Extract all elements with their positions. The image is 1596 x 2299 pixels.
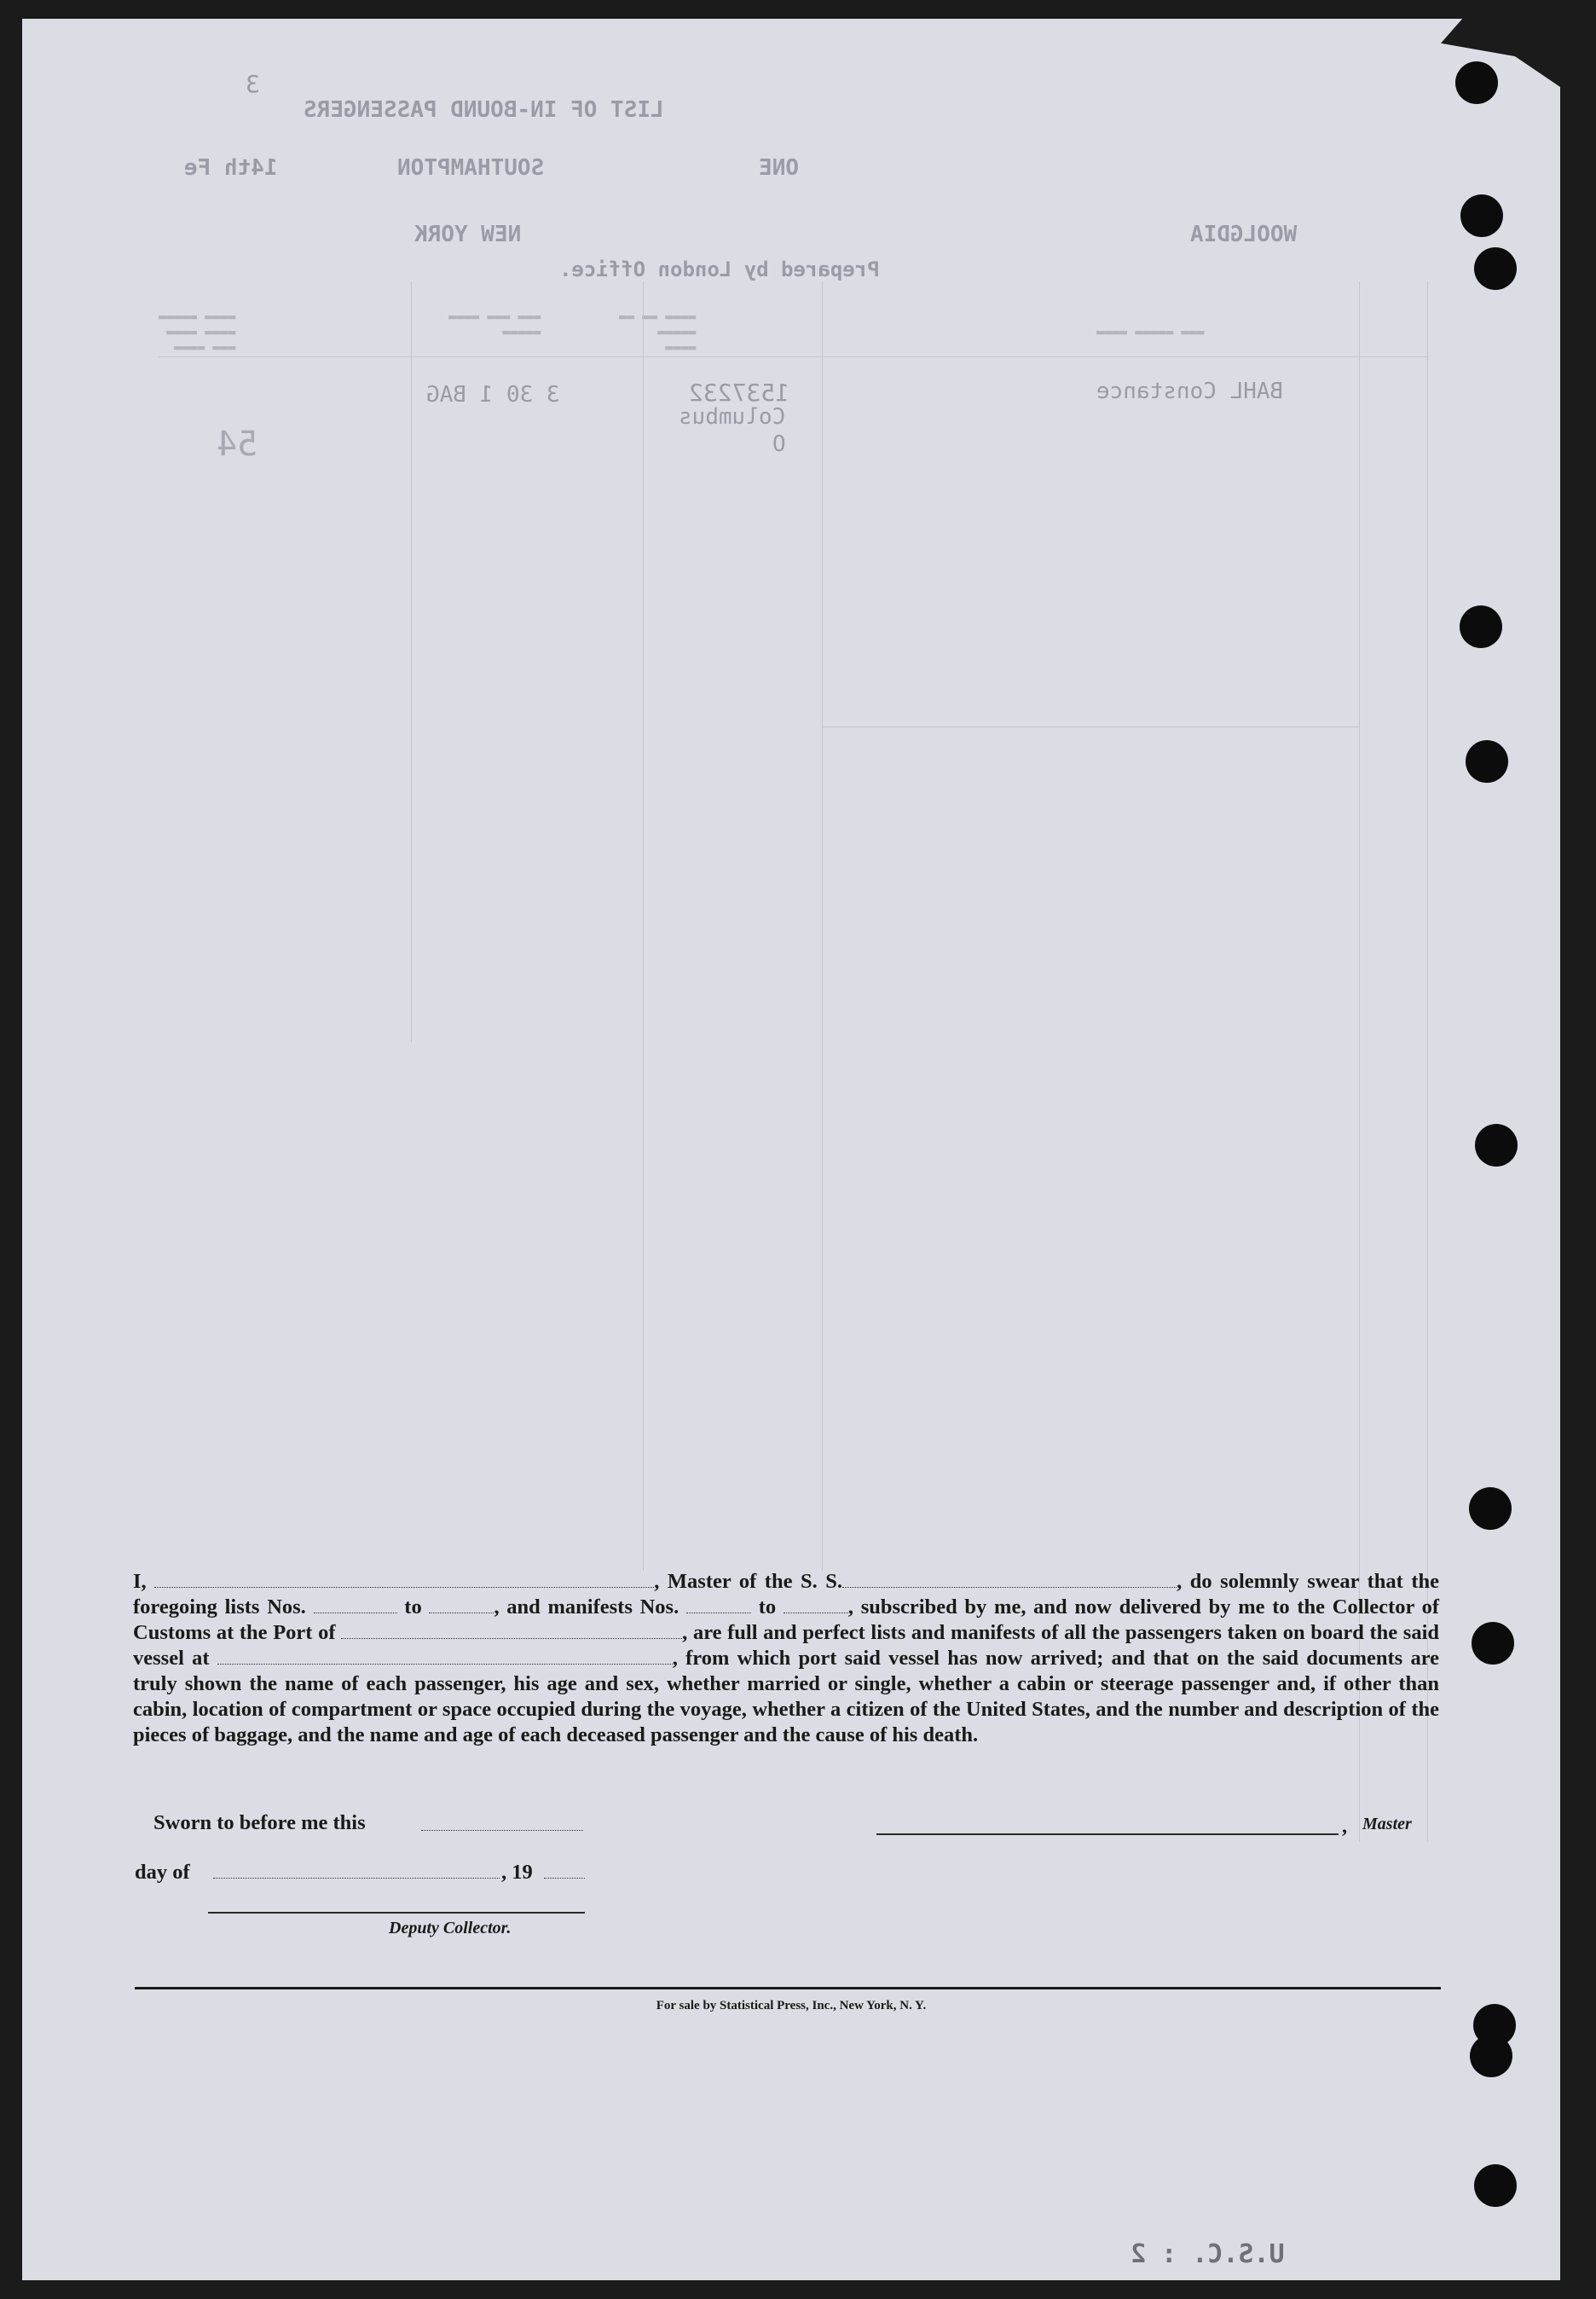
ghost-passenger-name: BAHL Constance	[1096, 379, 1284, 404]
ghost-to-port: NEW YORK	[414, 222, 522, 247]
ghost-side-number: 54	[217, 425, 258, 464]
footer-rule	[135, 1987, 1441, 1989]
ghost-prepared-by: Prepared by London Office.	[559, 258, 880, 281]
master-label: Master	[1362, 1815, 1412, 1833]
master-comma: ,	[1342, 1815, 1348, 1838]
ghost-vessel: WOOLGDIA	[1190, 222, 1298, 247]
ghost-address-2: Columbus	[679, 404, 786, 430]
ghost-class: ONE	[759, 155, 799, 181]
ghost-from-port: SOUTHAMPTON	[397, 155, 545, 181]
lists-from-field[interactable]	[314, 1595, 397, 1613]
manifests-to-field[interactable]	[784, 1595, 848, 1613]
deputy-collector-label: Deputy Collector.	[389, 1919, 512, 1937]
ghost-bottom-stamp: U.S.C. : 2	[1130, 2239, 1285, 2269]
printer-footer: For sale by Statistical Press, Inc., New York, N. Y.	[656, 1999, 927, 2012]
punch-hole	[1475, 1124, 1518, 1167]
master-signature-line	[876, 1833, 1339, 1835]
punch-hole	[1455, 61, 1498, 104]
ghost-baggage: 3 30 1 BAG	[426, 382, 560, 408]
ghost-address-3: O	[772, 431, 786, 457]
oath-paragraph: I, , Master of the S. S. , do solemnly swear that the foregoing lists Nos. to , and manifests Nos. to , subscribed by me, and now delivered by me to the Collector of Customs at the Port of , are full and perfect lists and manifests of all the passengers taken on board the said vessel at , from which port said vessel has now arrived; and that on the said documents are truly shown the name of each passenger, his age and sex, whether married or single, whether a cabin or steerage passenger and, if other than cabin, location of compartment or space occupied during the voyage, whether a citizen of the United States, and the number and description of the pieces of baggage, and the name and age of each deceased passenger and the cause of his death.	[133, 1570, 1440, 1746]
punch-hole	[1466, 740, 1508, 783]
master-name-field[interactable]	[154, 1570, 654, 1588]
ghost-title: LIST OF IN-BOUND PASSENGERS	[304, 97, 664, 123]
ship-name-field[interactable]	[842, 1570, 1177, 1588]
ghost-col-text: ▬▬▬ ▬▬▬ ▬▬▬▬ ▬▬▬▬▬	[448, 309, 541, 339]
manifests-from-field[interactable]	[686, 1595, 751, 1613]
punch-hole	[1472, 1622, 1514, 1665]
day-of-label: day of	[135, 1861, 190, 1884]
ghost-col-text: ▬▬▬ ▬▬▬▬▬ ▬▬▬▬	[1096, 324, 1205, 339]
ghost-col-text: ▬▬▬▬ ▬▬ ▬▬ ▬▬▬▬▬ ▬▬▬▬	[619, 309, 697, 355]
punch-hole	[1470, 2035, 1512, 2077]
ghost-sheet-no: 3	[246, 70, 260, 98]
ghost-address-1: 1537232	[689, 379, 790, 407]
punch-hole	[1460, 605, 1502, 648]
punch-hole	[1474, 2164, 1517, 2207]
ghost-date: 14th Fe	[184, 155, 278, 181]
punch-hole	[1474, 247, 1517, 290]
ghost-row-line	[159, 356, 1427, 357]
departure-port-field[interactable]	[217, 1647, 673, 1665]
punch-hole	[1469, 1487, 1512, 1530]
sworn-day-field[interactable]	[421, 1813, 583, 1831]
sworn-label: Sworn to before me this	[153, 1811, 366, 1834]
month-field[interactable]	[213, 1861, 500, 1879]
ghost-col-text: ▬▬▬▬ ▬▬▬▬▬ ▬▬▬▬ ▬▬▬▬ ▬▬▬ ▬▬▬▬	[159, 309, 236, 355]
port-field[interactable]	[341, 1621, 682, 1639]
deputy-signature-line	[208, 1912, 585, 1914]
lists-to-field[interactable]	[429, 1595, 494, 1613]
manifest-page	[22, 19, 1560, 2280]
ghost-column-line	[643, 281, 644, 1571]
ghost-column-line	[822, 281, 823, 1571]
year-label: , 19	[501, 1861, 533, 1884]
punch-hole	[1460, 194, 1503, 237]
year-field[interactable]	[544, 1861, 585, 1879]
ghost-column-line	[411, 281, 412, 1042]
